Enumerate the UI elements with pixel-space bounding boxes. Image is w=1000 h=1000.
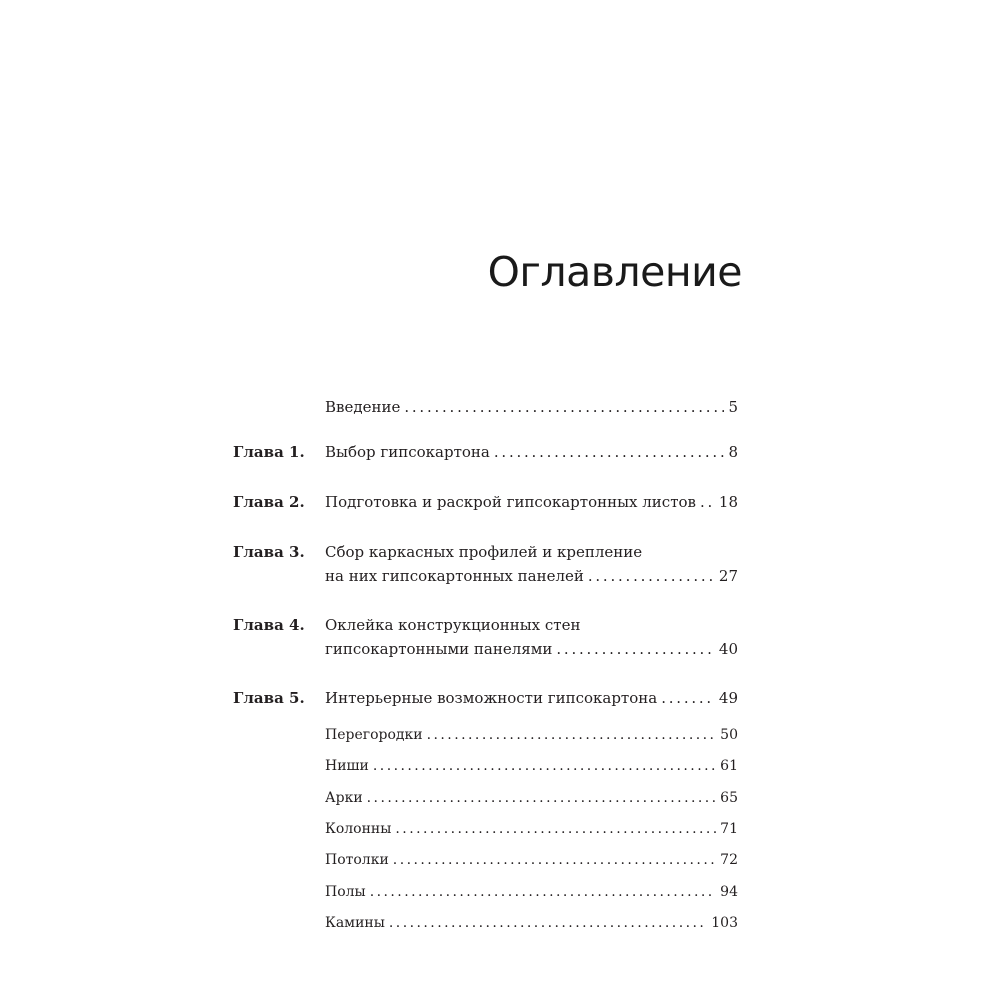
chapter-label: Глава 5. bbox=[233, 689, 305, 707]
chapter-label: Глава 3. bbox=[233, 543, 305, 561]
toc-subentry-title: Потолки bbox=[325, 852, 389, 868]
toc-line bbox=[325, 564, 738, 588]
toc-entry-title: Оклейка конструкционных стен bbox=[325, 616, 581, 634]
dot-leader bbox=[404, 395, 724, 419]
toc-line bbox=[325, 637, 738, 661]
toc-entry-title-continued: гипсокартонными панелями bbox=[325, 640, 553, 658]
toc-page-number: 94 bbox=[720, 884, 738, 900]
toc-page-number: 40 bbox=[718, 640, 738, 658]
toc-line bbox=[325, 540, 738, 564]
dot-leader bbox=[661, 686, 715, 710]
toc-subentry-title: Перегородки bbox=[325, 727, 423, 743]
toc-line bbox=[325, 817, 738, 841]
chapter-label: Глава 4. bbox=[233, 616, 305, 634]
page-title: Оглавление bbox=[487, 248, 742, 296]
toc-line bbox=[325, 848, 738, 872]
toc-line bbox=[325, 754, 738, 778]
chapter-label: Глава 1. bbox=[233, 443, 305, 461]
toc-line bbox=[325, 440, 738, 464]
dot-leader bbox=[389, 911, 707, 935]
toc-line bbox=[325, 613, 738, 637]
toc-page-number: 65 bbox=[720, 790, 738, 806]
toc-entry-title: Сбор каркасных профилей и крепление bbox=[325, 543, 643, 561]
toc-line bbox=[325, 723, 738, 747]
toc-subentry-title: Полы bbox=[325, 884, 366, 900]
toc-page-number: 103 bbox=[711, 915, 738, 931]
toc-line bbox=[325, 686, 738, 710]
toc-entry-title: Подготовка и раскрой гипсокартонных листов bbox=[325, 493, 696, 511]
toc-page-number: 27 bbox=[718, 567, 738, 585]
toc-entry-title: Интерьерные возможности гипсокартона bbox=[325, 689, 658, 707]
toc-line bbox=[325, 786, 738, 810]
dot-leader bbox=[427, 723, 717, 747]
toc-page-number: 18 bbox=[718, 493, 738, 511]
toc-subentry-title: Ниши bbox=[325, 758, 369, 774]
toc-subentry-title: Колонны bbox=[325, 821, 392, 837]
toc-subentry-title: Арки bbox=[325, 790, 363, 806]
dot-leader bbox=[494, 440, 725, 464]
chapter-label: Глава 2. bbox=[233, 493, 305, 511]
toc-entry-title: Выбор гипсокартона bbox=[325, 443, 490, 461]
dot-leader bbox=[556, 637, 715, 661]
dot-leader bbox=[395, 817, 716, 841]
toc-page-number: 49 bbox=[718, 689, 738, 707]
toc-page-number: 5 bbox=[728, 398, 738, 416]
dot-leader bbox=[370, 880, 716, 904]
toc-page-number: 8 bbox=[728, 443, 738, 461]
toc-subentry-title: Камины bbox=[325, 915, 385, 931]
toc-line bbox=[325, 395, 738, 419]
toc-page-number: 71 bbox=[720, 821, 738, 837]
toc-line bbox=[325, 880, 738, 904]
dot-leader bbox=[367, 786, 717, 810]
dot-leader bbox=[373, 754, 716, 778]
toc-page-number: 72 bbox=[720, 852, 738, 868]
toc-entry-title: Введение bbox=[325, 398, 401, 416]
dot-leader bbox=[393, 848, 716, 872]
toc-page-number: 61 bbox=[720, 758, 738, 774]
dot-leader bbox=[700, 490, 715, 514]
toc-line bbox=[325, 490, 738, 514]
toc-page-number: 50 bbox=[720, 727, 738, 743]
toc-line bbox=[325, 911, 738, 935]
dot-leader bbox=[588, 564, 715, 588]
toc-entry-title-continued: на них гипсокартонных панелей bbox=[325, 567, 584, 585]
